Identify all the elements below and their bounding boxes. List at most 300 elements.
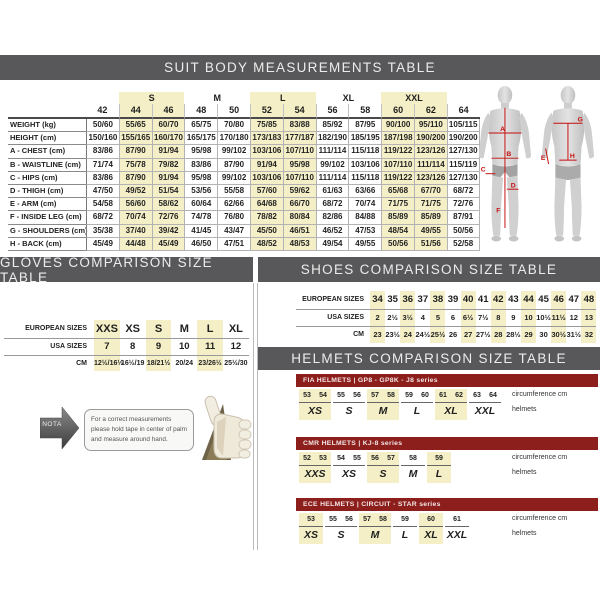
suit-measurement-value: 64/68 [250,198,283,211]
suit-row-label: G - SHOULDERS (cm) [8,225,86,238]
helmet-circumference-value: 60 [427,516,435,523]
gloves-size-value: XS [125,323,141,335]
gloves-size-value: 25½/30 [223,355,249,371]
shoes-size-value: 28½ [506,326,521,343]
helmet-size-label: XS [341,468,356,480]
suit-row-label: H - BACK (cm) [8,238,86,251]
suit-measurement-value: 119/122 [381,145,414,158]
gloves-size-value: 18/21½ [146,355,172,371]
circumference-cm-label: circumference cm [512,391,568,398]
suit-measurement-value: 46/51 [283,225,316,238]
helmet-circumference-values [325,513,357,527]
suit-size-header: 52 [250,104,283,119]
helmet-size-label: M [408,468,418,480]
suit-measurement-value: 107/110 [381,159,414,172]
helmet-size-label: M [370,529,380,541]
suit-measurement-value: 50/56 [381,238,414,251]
suit-measurement-value: 47/51 [217,238,250,251]
helmet-section-header: CMR HELMETS | KJ-8 series [296,437,598,450]
shoes-size-value: 24½ [415,326,430,343]
suit-measurement-value: 123/126 [414,172,447,185]
suit-size-header: 58 [348,104,381,119]
helmet-size-label: L [413,405,421,417]
gloves-size-value: 9 [146,338,172,355]
suit-measurement-value: 95/98 [184,172,217,185]
suit-measurement-value: 45/49 [86,238,119,251]
gloves-row-label: USA SIZES [4,338,94,355]
helmet-size-label: S [345,405,353,417]
helmets-table-title: HELMETS COMPARISON SIZE TABLE [291,351,567,366]
suit-size-group-label: S [119,92,185,104]
suit-size-group-label: XL [342,93,355,103]
helmet-size-label: S [337,529,345,541]
helmet-circumference-values [299,513,323,527]
suit-measurement-value: 45/50 [250,225,283,238]
shoes-size-value: 2½ [385,309,400,326]
suit-measurement-value: 79/82 [152,159,185,172]
helmet-circumference-value: 59 [401,516,409,523]
helmet-circumference-value: 54 [319,392,327,399]
suit-measurement-value: 99/102 [217,145,250,158]
helmet-circumference-values [393,513,417,527]
suit-size-header: 48 [184,104,217,119]
shoes-size-value: 28 [491,326,506,343]
helmet-circumference-value: 55 [337,392,345,399]
suit-measurement-value: 173/183 [250,132,283,145]
figure-label-arm: E [540,155,546,163]
shoes-size-value: 42 [491,291,506,309]
shoes-size-value: 46 [551,291,566,309]
figure-label-thigh: D [510,182,516,190]
shoes-size-value: 31½ [566,326,581,343]
figure-label-waistline: B [506,151,512,159]
suit-measurement-value: 190/200 [447,132,480,145]
helmet-circumference-value: 53 [319,455,327,462]
helmet-size-label: XL [424,529,438,541]
helmet-circumference-values [469,389,501,403]
helmet-size-group [299,513,323,544]
figure-label-shoulders: G [577,116,583,124]
shoes-size-value: 12 [566,309,581,326]
helmet-circumference-values [445,513,469,527]
helmet-circumference-values [333,452,365,466]
suit-measurement-value: 60/64 [184,198,217,211]
suit-measurement-value: 103/106 [250,145,283,158]
suit-row-label: E - ARM (cm) [8,198,86,211]
suit-measurement-value: 45/49 [152,238,185,251]
helmet-circumference-value: 56 [345,516,353,523]
gloves-size-value: 8 [120,338,146,355]
suit-measurement-value: 52/58 [447,238,480,251]
suit-measurement-value: 99/102 [316,159,349,172]
suit-measurement-value: 105/115 [447,119,480,132]
front-figure [479,86,531,242]
suit-measurement-value: 37/40 [119,225,152,238]
suit-measurement-value: 87/90 [119,145,152,158]
helmet-circumference-value: 52 [303,455,311,462]
suit-measurement-value: 85/89 [414,211,447,224]
suit-measurement-value: 87/90 [217,159,250,172]
helmet-circumference-values [367,452,399,466]
helmet-circumference-value: 60 [421,392,429,399]
suit-measurement-value: 127/130 [447,145,480,158]
helmet-section-header: FIA HELMETS | GP8 - GP8K - J8 series [296,374,598,387]
shoes-size-value: 44 [521,291,536,309]
helmets-label: helmets [512,406,537,413]
gloves-size-value: 12 [223,338,249,355]
suit-measurement-value: 35/38 [86,225,119,238]
helmet-circumference-values [359,513,391,527]
suit-row-label: A - CHEST (cm) [8,145,86,158]
helmet-circumference-value: 53 [303,392,311,399]
suit-measurement-value: 65/68 [381,185,414,198]
helmet-size-group [367,452,399,483]
suit-measurement-value: 67/70 [414,185,447,198]
suit-measurement-value: 48/53 [283,238,316,251]
suit-measurement-value: 58/62 [152,198,185,211]
suit-measurement-value: 83/86 [184,159,217,172]
suit-measurement-value: 48/54 [381,225,414,238]
suit-measurements-table [8,92,480,251]
suit-measurement-value: 119/122 [381,172,414,185]
suit-measurement-value: 84/88 [348,211,381,224]
gloves-row-label: CM [4,355,94,371]
suit-measurement-value: 87/90 [119,172,152,185]
helmet-size-label: XXL [446,529,468,541]
shoes-size-value: 10½ [536,309,551,326]
helmet-circumference-value: 58 [409,455,417,462]
helmet-size-groups [299,389,501,420]
helmet-size-group [359,513,391,544]
suit-measurement-value: 127/130 [447,172,480,185]
helmet-size-group [333,389,365,420]
suit-measurement-value: 39/42 [152,225,185,238]
body-measurement-figure-illustration [472,80,598,248]
gloves-size-value: XL [228,323,243,335]
suit-size-group-label: M [213,93,221,103]
suit-size-header: 46 [152,104,185,119]
suit-measurement-value: 91/94 [152,172,185,185]
suit-measurement-value: 63/66 [348,185,381,198]
helmet-circumference-value: 63 [473,392,481,399]
suit-measurement-value: 43/47 [217,225,250,238]
suit-measurement-value: 80/84 [283,211,316,224]
suit-measurement-value: 71/75 [381,198,414,211]
helmet-size-label: M [378,405,388,417]
gloves-size-value: L [197,320,223,338]
shoes-size-value: 6½ [461,309,476,326]
suit-table-title-bar [0,55,600,80]
suit-measurement-value: 41/45 [184,225,217,238]
helmet-size-label: XXS [304,468,326,480]
helmets-label: helmets [512,469,537,476]
helmet-circumference-values [401,452,425,466]
suit-measurement-value: 50/56 [447,225,480,238]
suit-size-header: 64 [447,104,480,119]
helmet-circumference-value: 58 [387,392,395,399]
helmet-size-group [325,513,357,544]
suit-size-header: 54 [283,104,316,119]
suit-measurement-value: 51/56 [414,238,447,251]
shoes-size-value: 8 [491,309,506,326]
helmet-size-label: XS [307,405,322,417]
suit-label-column-spacer [8,104,86,119]
gloves-size-value: M [179,323,189,335]
circumference-cm-label: circumference cm [512,454,568,461]
shoes-row-label: CM [296,326,370,343]
shoes-size-value: 2 [370,309,385,326]
shoes-size-value: 37 [417,294,429,305]
suit-measurement-value: 55/58 [217,185,250,198]
suit-size-header: 62 [414,104,447,119]
suit-measurement-value: 62/66 [217,198,250,211]
helmet-circumference-value: 64 [489,392,497,399]
shoes-size-value: 10 [521,309,536,326]
suit-measurement-value: 70/80 [217,119,250,132]
suit-measurement-value: 95/110 [414,119,447,132]
suit-measurement-value: 160/170 [152,132,185,145]
suit-measurement-value: 74/78 [184,211,217,224]
suit-measurement-value: 47/53 [348,225,381,238]
gloves-measurement-note: For a correct measurements please hold tape in center of palm and measure around hand. [84,409,194,451]
suit-measurement-value: 83/86 [86,145,119,158]
suit-measurement-value: 71/75 [414,198,447,211]
helmet-size-group [435,389,467,420]
suit-measurement-value: 51/54 [152,185,185,198]
shoes-size-value: 30 [536,326,551,343]
shoes-size-value: 23½ [385,326,400,343]
suit-measurement-value: 182/190 [316,132,349,145]
suit-measurement-value: 44/48 [119,238,152,251]
helmet-size-label: XS [303,529,318,541]
suit-row-label: HEIGHT (cm) [8,132,86,145]
suit-size-group-label: L [250,92,316,104]
helmet-section-header: ECE HELMETS | CIRCUIT - STAR series [296,498,598,511]
suit-measurement-value: 95/98 [184,145,217,158]
suit-group-spacer [86,92,119,104]
helmet-size-group [419,513,443,544]
suit-size-header: 50 [217,104,250,119]
shoes-size-value: 24 [400,326,415,343]
suit-measurement-value: 68/72 [447,185,480,198]
suit-measurement-value: 65/75 [184,119,217,132]
helmet-circumference-values [401,389,433,403]
suit-measurement-value: 46/52 [316,225,349,238]
suit-size-group-label: XXL [381,92,447,104]
suit-measurement-value: 47/50 [86,185,119,198]
back-figure [541,86,594,242]
suit-measurement-value: 91/94 [152,145,185,158]
suit-measurement-value: 78/82 [250,211,283,224]
suit-row-label: F - INSIDE LEG (cm) [8,211,86,224]
suit-measurement-value: 95/98 [283,159,316,172]
shoes-size-value: 30½ [551,326,566,343]
nota-label: NOTA [42,421,62,428]
helmet-size-label: L [401,529,409,541]
helmet-size-label: XXL [474,405,496,417]
suit-measurement-value: 115/119 [447,159,480,172]
gloves-row-label: EUROPEAN SIZES [25,325,87,332]
helmet-circumference-value: 57 [371,392,379,399]
suit-measurement-value: 99/102 [217,172,250,185]
suit-measurement-value: 66/70 [283,198,316,211]
suit-measurement-value: 107/110 [283,145,316,158]
suit-measurement-value: 46/50 [184,238,217,251]
suit-size-header: 56 [316,104,349,119]
shoes-size-value: 9 [506,309,521,326]
helmet-size-group [469,389,501,420]
helmet-circumference-value: 54 [337,455,345,462]
suit-measurement-value: 103/106 [250,172,283,185]
nota-arrow-icon [40,406,80,450]
helmet-size-groups [299,513,469,544]
shoes-size-value: 43 [508,294,519,305]
helmet-circumference-value: 55 [353,455,361,462]
column-divider [253,283,258,550]
suit-measurement-value: 111/114 [316,172,349,185]
helmet-circumference-value: 58 [379,516,387,523]
suit-measurement-value: 61/63 [316,185,349,198]
suit-measurement-value: 177/187 [283,132,316,145]
helmet-circumference-value: 62 [455,392,463,399]
gloves-size-value: 7 [94,338,120,355]
suit-row-label: WEIGHT (kg) [8,119,86,132]
helmet-circumference-value: 57 [387,455,395,462]
suit-measurement-value: 150/160 [86,132,119,145]
gloves-size-value: 11 [197,338,223,355]
helmet-size-label: S [379,468,387,480]
helmet-size-group [299,452,331,483]
helmet-size-group [401,452,425,483]
figure-label-back: H [569,153,575,161]
shoes-size-value: 3½ [400,309,415,326]
suit-measurement-value: 57/60 [250,185,283,198]
helmet-circumference-value: 56 [371,455,379,462]
suit-measurement-value: 85/92 [316,119,349,132]
helmet-circumference-values [419,513,443,527]
gloves-size-value: S [146,320,172,338]
suit-measurement-value: 53/56 [184,185,217,198]
helmet-circumference-value: 61 [439,392,447,399]
suit-corner-spacer [8,92,86,104]
suit-measurement-value: 87/95 [348,119,381,132]
suit-measurement-value: 76/80 [217,211,250,224]
gloves-size-value: XXS [94,320,120,338]
suit-row-label: D - THIGH (cm) [8,185,86,198]
shoes-size-value: 6 [445,309,460,326]
shoes-size-value: 38 [430,291,445,309]
shoes-size-value: 39 [447,294,459,305]
gloves-size-value: 12½/16½ [94,355,120,371]
helmet-size-group [401,389,433,420]
suit-measurement-value: 54/58 [86,198,119,211]
shoes-size-value: 47 [568,294,580,305]
helmet-circumference-value: 59 [405,392,413,399]
suit-size-header: 44 [119,104,152,119]
suit-measurement-value: 190/200 [414,132,447,145]
figure-label-hips: C [480,166,486,174]
suit-measurement-value: 83/86 [86,172,119,185]
shoes-size-table [296,291,596,343]
shoes-size-value: 4 [415,309,430,326]
suit-measurement-value: 103/106 [348,159,381,172]
suit-measurement-value: 107/110 [283,172,316,185]
helmet-circumference-values [299,389,331,403]
helmet-size-groups [299,452,451,483]
shoes-size-value: 36 [400,291,415,309]
suit-measurement-value: 123/126 [414,145,447,158]
suit-measurement-value: 55/65 [119,119,152,132]
gloves-size-value: 23/26½ [197,355,223,371]
suit-measurement-value: 75/78 [119,159,152,172]
helmet-size-group [367,389,399,420]
suit-measurement-value: 49/55 [348,238,381,251]
suit-measurement-value: 59/62 [283,185,316,198]
suit-measurement-value: 111/114 [316,145,349,158]
suit-measurement-value: 48/52 [250,238,283,251]
shoes-size-value: 23 [370,326,385,343]
shoes-size-value: 27 [461,326,476,343]
suit-measurement-value: 50/60 [86,119,119,132]
shoes-size-value: 29 [521,326,536,343]
shoes-row-label: EUROPEAN SIZES [302,296,364,303]
gloves-table-title-bar [0,254,253,285]
suit-measurement-value: 87/91 [447,211,480,224]
helmet-size-label: XL [444,405,458,417]
suit-measurement-value: 185/195 [348,132,381,145]
helmet-size-label: L [435,468,443,480]
shoes-size-value: 7½ [476,309,491,326]
suit-measurement-value: 72/76 [152,211,185,224]
helmets-label: helmets [512,530,537,537]
circumference-cm-label: circumference cm [512,515,568,522]
suit-measurement-value: 170/180 [217,132,250,145]
helmet-size-group [393,513,417,544]
helmet-circumference-values [299,452,331,466]
suit-measurement-value: 90/100 [381,119,414,132]
suit-measurement-value: 82/86 [316,211,349,224]
shoes-table-title: SHOES COMPARISON SIZE TABLE [300,262,558,277]
suit-measurement-value: 115/118 [348,145,381,158]
suit-measurement-value: 187/198 [381,132,414,145]
suit-measurement-value: 75/85 [250,119,283,132]
suit-measurement-value: 111/114 [414,159,447,172]
shoes-row-label: USA SIZES [296,309,370,326]
shoes-size-value: 34 [370,291,385,309]
shoes-size-value: 41 [477,294,489,305]
suit-row-label: C - HIPS (cm) [8,172,86,185]
shoes-size-value: 5 [430,309,445,326]
suit-measurement-value: 68/72 [316,198,349,211]
helmets-table-title-bar [258,347,600,370]
helmet-circumference-value: 59 [435,455,443,462]
suit-measurement-value: 60/70 [152,119,185,132]
gloves-table-title: GLOVES COMPARISON SIZE TABLE [0,254,213,285]
suit-size-header: 42 [86,104,119,119]
helmet-circumference-value: 53 [307,516,315,523]
helmet-size-group [299,389,331,420]
suit-measurement-value: 72/76 [447,198,480,211]
helmet-circumference-value: 61 [453,516,461,523]
suit-table-title: SUIT BODY MEASUREMENTS TABLE [164,60,436,75]
suit-measurement-value: 70/74 [348,198,381,211]
suit-measurement-value: 115/118 [348,172,381,185]
helmet-circumference-values [367,389,399,403]
helmet-circumference-value: 55 [329,516,337,523]
suit-measurement-value: 85/89 [381,211,414,224]
helmet-size-group [427,452,451,483]
shoes-size-value: 25½ [430,326,445,343]
